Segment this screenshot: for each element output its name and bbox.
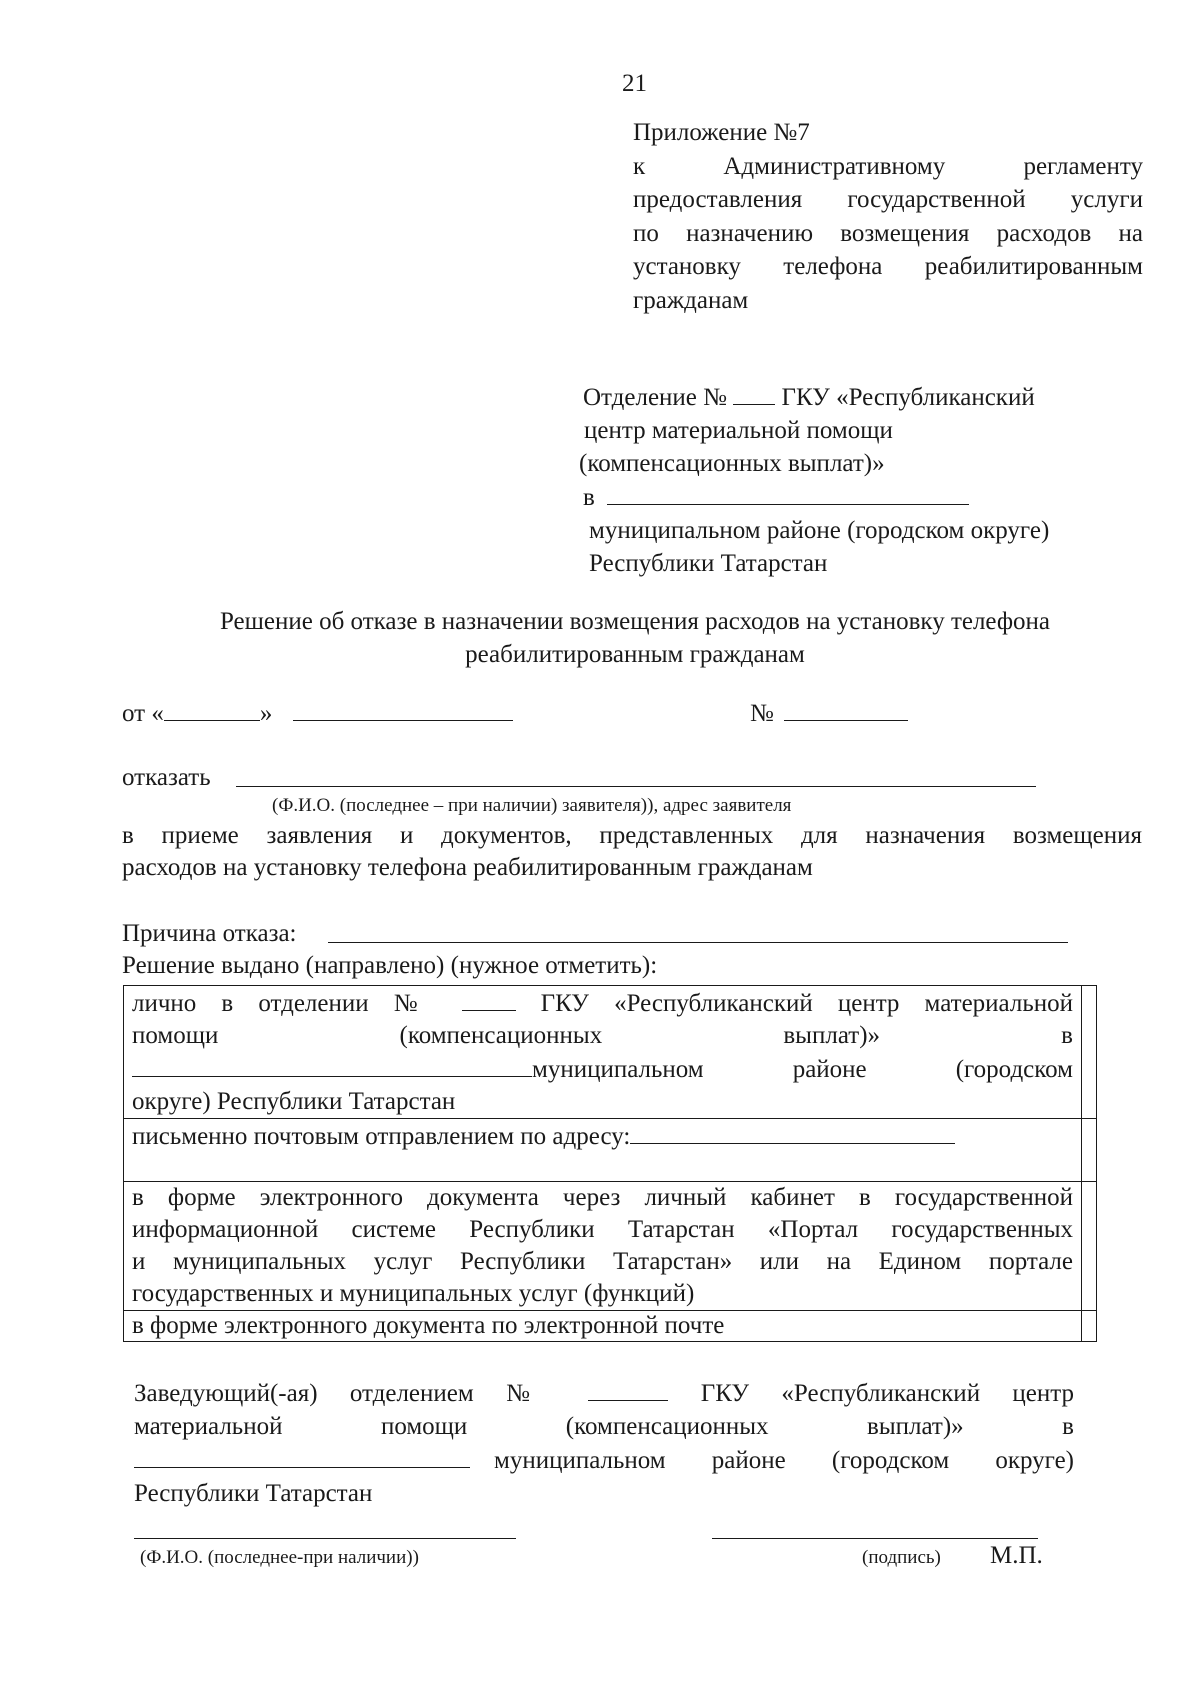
fio-signature-line: [134, 1538, 516, 1539]
reason-blank: [328, 942, 1068, 943]
delivery-option-mail: письменно почтовым отправлением по адресу:: [124, 1119, 1097, 1182]
date-month-year-blank: [293, 696, 513, 721]
addressee-line-3: (компенсационных выплат)»: [579, 450, 885, 477]
in-person-checkbox[interactable]: [1082, 986, 1097, 1119]
in-person-district-blank: [132, 1052, 532, 1077]
applicant-hint: (Ф.И.О. (последнее – при наличии) заявителя)), адрес заявителя: [272, 795, 792, 816]
fio-hint: (Ф.И.О. (последнее-при наличии)): [140, 1547, 419, 1568]
in-person-department-blank: [462, 986, 516, 1011]
department-number-blank: [733, 380, 775, 405]
addressee-line-1: Отделение № ГКУ «Республиканский: [583, 380, 1143, 414]
decision-number-blank: [784, 696, 908, 721]
addressee-line-2: центр материальной помощи: [584, 417, 893, 444]
appendix-line: к Административному регламенту: [633, 152, 1143, 180]
delivery-label: Решение выдано (направлено) (нужное отметить):: [122, 952, 658, 979]
applicant-blank: [236, 786, 1036, 787]
portal-checkbox[interactable]: [1082, 1182, 1097, 1311]
delivery-options-table: [123, 985, 1097, 1342]
delivery-option-in-person: лично в отделении № ГКУ «Республиканский центр материальной помощи (компенсационных выплат)» в муниципальном районе (городском округе) Республики Татарстан: [124, 986, 1097, 1119]
signature-line: [712, 1538, 1038, 1539]
signatory-district-blank: [134, 1443, 470, 1468]
mail-checkbox[interactable]: [1082, 1119, 1097, 1182]
email-checkbox[interactable]: [1082, 1311, 1097, 1342]
addressee-line-4: в: [583, 480, 1143, 514]
mail-address-blank: [630, 1119, 955, 1144]
document-title: Решение об отказе в назначении возмещения расходов на установку телефона реабилитированным гражданам: [219, 608, 1051, 668]
appendix-line: предоставления государственной услуги: [633, 186, 1143, 213]
refusal-text: в приеме заявления и документов, представленных для назначения возмещения расходов на установку телефона реабилитированным гражданам: [122, 822, 1142, 881]
appendix-line: по назначению возмещения расходов на: [633, 219, 1143, 247]
date-day-blank: [164, 696, 260, 721]
refusal-label: отказать: [122, 764, 211, 791]
decision-number: №: [750, 696, 908, 730]
date-line: от « »: [122, 696, 1122, 730]
reason-label: Причина отказа:: [122, 920, 297, 947]
delivery-option-email: в форме электронного документа по электронной почте: [124, 1311, 1097, 1342]
delivery-option-portal: в форме электронного документа через личный кабинет в государственной информационной системе Республики Татарстан «Портал государственных и муниципальных услуг Республики Татарстан» или на Едином портале государственных и муниципальных услуг (функций): [124, 1182, 1097, 1311]
district-blank: [607, 480, 969, 505]
addressee-line-6: Республики Татарстан: [589, 550, 828, 577]
signatory-department-blank: [588, 1376, 668, 1401]
stamp-place: М.П.: [990, 1542, 1043, 1569]
addressee-line-5: муниципальном районе (городском округе): [589, 517, 1050, 544]
appendix-title: Приложение №7: [633, 119, 810, 146]
appendix-block: [633, 116, 1143, 317]
appendix-line: установку телефона реабилитированным: [633, 253, 1143, 280]
appendix-line: гражданам: [633, 286, 749, 314]
signature-hint: (подпись): [862, 1547, 941, 1568]
addressee-block: [579, 380, 1143, 580]
page-number: 21: [622, 70, 647, 97]
signatory-block: Заведующий(-ая) отделением № ГКУ «Республиканский центр материальной помощи (компенсационных выплат)» в муниципальном районе (городском округе) Республики Татарстан: [134, 1376, 1074, 1510]
